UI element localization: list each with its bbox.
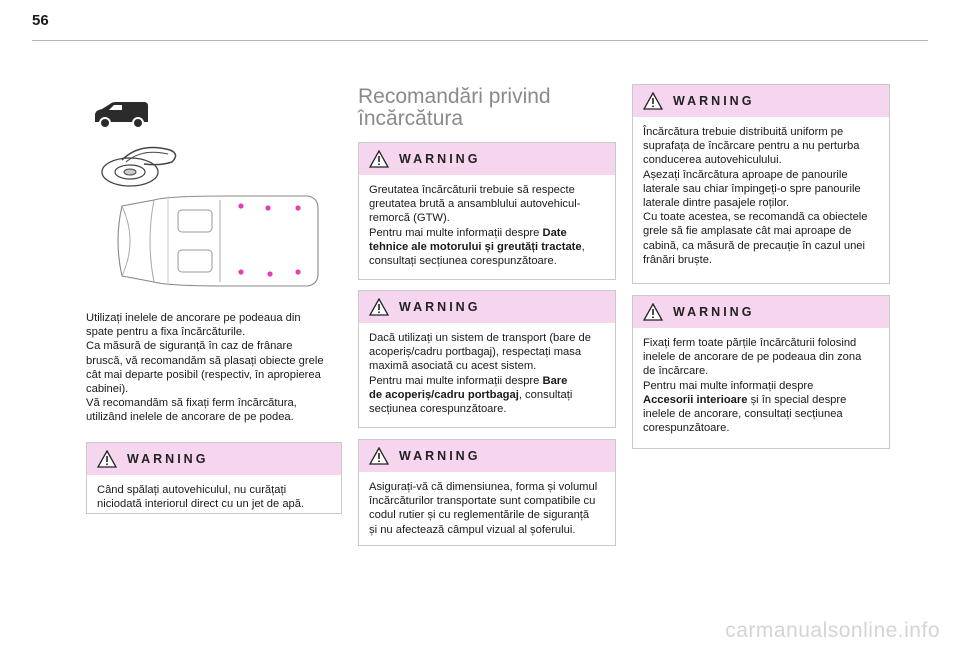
text-span: , (581, 240, 585, 253)
text-span: Pentru mai multe informații despre (369, 374, 543, 387)
text-line: suprafața de încărcare pentru a nu perturba (643, 140, 860, 153)
text-line (369, 388, 605, 402)
warning-header (359, 291, 615, 323)
text-line: grele să fie amplasate cât mai aproape de (643, 225, 852, 238)
text-line: Ca măsură de siguranță în caz de frânare (86, 340, 293, 353)
warning-triangle-icon (369, 447, 389, 465)
text-line: greutatea brută a ansamblului autovehicul- (369, 198, 581, 211)
top-divider (32, 40, 928, 41)
text-line: cabinei). (86, 383, 129, 396)
warning-triangle-icon (643, 92, 663, 110)
text-line: de încărcare. (643, 365, 709, 378)
warning-triangle-icon (97, 450, 117, 468)
warning-title: WARNING (673, 305, 755, 319)
van-icon (92, 100, 150, 130)
warning-title: WARNING (399, 300, 481, 314)
title-line: încărcătura (358, 107, 464, 130)
page-number: 56 (32, 12, 49, 29)
text-line: cât mai departe posibil (respectiv, în apropierea (86, 368, 321, 381)
bold-text: Accesorii interioare (643, 393, 748, 406)
warning-title: WARNING (399, 449, 481, 463)
warning-box-3 (358, 290, 616, 428)
text-line: încărcăturilor transportate sunt compatibile cu (369, 495, 596, 508)
text-line: conducerea autovehiculului. (643, 154, 782, 167)
text-line: maximă asociată cu acest sistem. (369, 360, 537, 373)
text-line: Fixați ferm toate părțile încărcăturii folosind (643, 337, 857, 349)
watermark-footer[interactable]: carmanualsonline.info (725, 619, 940, 642)
text-line: Greutatea încărcăturii trebuie să respecte (369, 184, 575, 196)
text-line: Pentru mai multe informații despre (643, 379, 814, 392)
text-line: inelele de ancorare de pe podeaua din zona (643, 351, 862, 364)
warning-box-2 (358, 142, 616, 280)
text-span: Pentru mai multe informații despre (369, 226, 543, 239)
warning-title: WARNING (399, 152, 481, 166)
text-line: și nu afectează câmpul vizual al șoferului. (369, 523, 576, 536)
text-line: Cu toate acestea, se recomandă ca obiectele (643, 211, 868, 224)
anchor-ring-illustration (100, 140, 180, 190)
warning-box-5 (632, 84, 890, 284)
text-span: , consultați (518, 388, 573, 401)
text-line (369, 226, 605, 240)
text-line: laterale sau chiar împingeți-o spre panourile (643, 182, 861, 195)
warning-title: WARNING (127, 452, 209, 466)
warning-box-6 (632, 295, 890, 449)
text-line: Dacă utilizați un sistem de transport (bare de (369, 332, 591, 344)
text-line: corespunzătoare. (643, 422, 730, 435)
text-line: spate pentru a fixa încărcăturile. (86, 326, 246, 339)
text-line: Asigurați-vă că dimensiunea, forma și volumul (369, 481, 598, 493)
warning-title: WARNING (673, 94, 755, 108)
text-line: utilizând inelele de ancorare de pe podea. (86, 411, 294, 424)
bold-text: tehnice ale motorului și greutăți tractate (369, 240, 582, 253)
text-line: Utilizați inelele de ancorare pe podeaua din (86, 312, 301, 324)
title-line: Recomandări privind (358, 85, 551, 108)
warning-box-4 (358, 439, 616, 546)
bold-text: Bare (542, 374, 568, 387)
text-line: frânări bruște. (643, 253, 713, 266)
warning-header (359, 440, 615, 472)
text-line: Încărcătura trebuie distribuită uniform pe (643, 126, 844, 138)
intro-text (86, 311, 340, 425)
warning-triangle-icon (369, 298, 389, 316)
page-title (358, 86, 598, 130)
text-line: cabină, ca măsură de precauție în cazul unei (643, 239, 866, 252)
vehicle-floor-plan-diagram (108, 186, 323, 296)
text-line: remorcă (GTW). (369, 212, 450, 225)
bold-text: Date (542, 226, 567, 239)
text-line: secțiunea corespunzătoare. (369, 403, 507, 416)
warning-triangle-icon (369, 150, 389, 168)
text-line (369, 240, 605, 254)
text-line: Așezați încărcătura aproape de panourile (643, 168, 848, 181)
text-line: acoperiș/cadru portbagaj), respectați masa (369, 346, 582, 359)
text-line: codul rutier și cu reglementările de siguranță (369, 509, 590, 522)
warning-box-1 (86, 442, 342, 514)
text-line: Când spălați autovehiculul, nu curățați (97, 484, 287, 496)
warning-header (359, 143, 615, 175)
text-line: Vă recomandăm să fixați ferm încărcătura, (86, 397, 297, 410)
text-line: consultați secțiunea corespunzătoare. (369, 255, 557, 268)
text-line: bruscă, vă recomandăm să plasați obiecte grele (86, 354, 324, 367)
bold-text: de acoperiș/cadru portbagaj (369, 388, 519, 401)
warning-header (633, 85, 889, 117)
text-line: laterale dintre pasajele roților. (643, 197, 790, 210)
text-span: și în special despre (747, 393, 847, 406)
warning-triangle-icon (643, 303, 663, 321)
text-line (369, 374, 605, 388)
text-line: niciodată interiorul direct cu un jet de apă. (97, 498, 305, 511)
text-line (643, 393, 879, 407)
warning-header (633, 296, 889, 328)
warning-header (87, 443, 341, 475)
text-line: inelele de ancorare, consultați secțiunea (643, 408, 843, 421)
